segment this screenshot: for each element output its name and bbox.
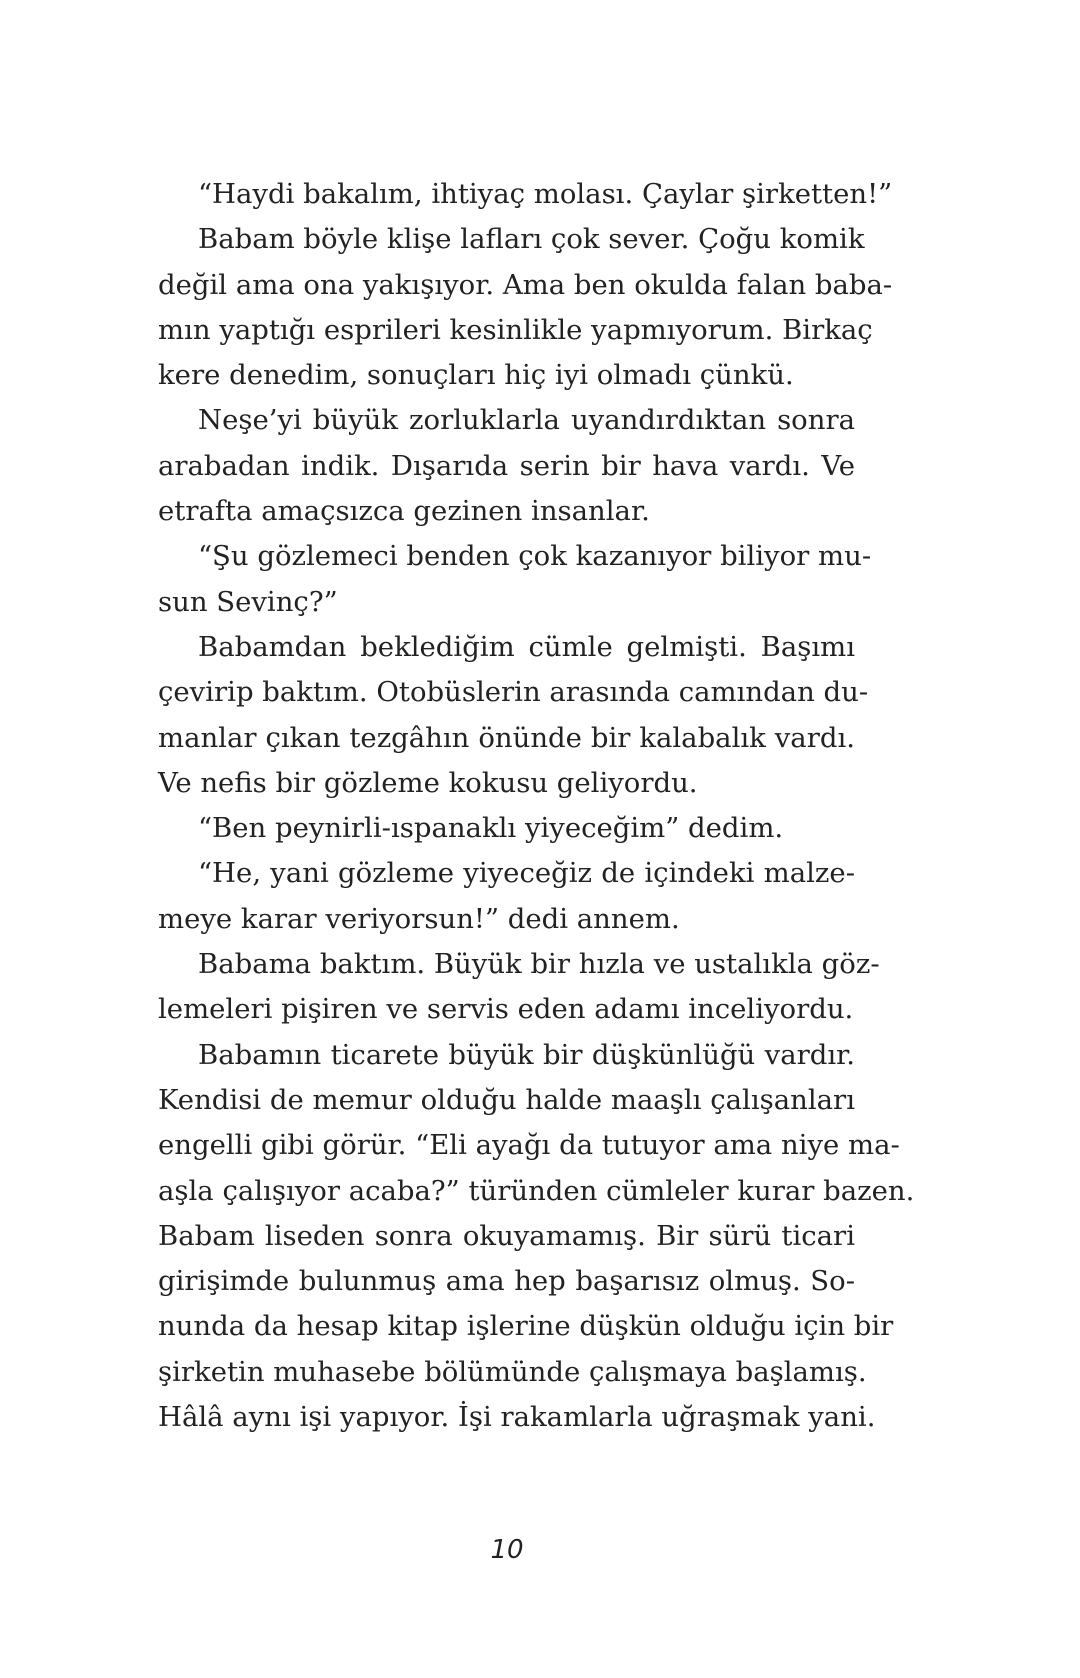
text-line: mın yaptığı esprileri kesinlikle yapmıyorum. Birkaç (158, 313, 873, 346)
text-line: lemeleri pişiren ve servis eden adamı inceliyordu. (158, 993, 854, 1026)
text-line: engelli gibi görür. “Eli ayağı da tutuyor ama niye ma- (158, 1129, 900, 1162)
text-line: “Şu gözlemeci benden çok kazanıyor biliyor mu- (198, 540, 872, 573)
text-line: Neşe’yi büyük zorluklarla uyandırdıktan sonra (198, 404, 855, 437)
text-line: çevirip baktım. Otobüslerin arasında camından du- (158, 676, 869, 709)
text-line: arabadan indik. Dışarıda serin bir hava vardı. Ve (158, 449, 855, 482)
text-line: Hâlâ aynı işi yapıyor. İşi rakamlarla uğraşmak yani. (158, 1401, 876, 1434)
text-line: Babamın ticarete büyük bir düşkünlüğü vardır. (198, 1038, 855, 1071)
text-line: etrafta amaçsızca gezinen insanlar. (158, 495, 650, 528)
text-line: “Haydi bakalım, ihtiyaç molası. Çaylar şirketten!” (198, 178, 893, 210)
body-text (158, 172, 915, 1440)
text-line: Babam böyle klişe lafları çok sever. Çoğu komik (198, 223, 865, 256)
page-number: 10 (490, 1535, 524, 1565)
text-line: değil ama ona yakışıyor. Ama ben okulda falan baba- (158, 268, 893, 301)
text-line: sun Sevinç?” (158, 585, 338, 618)
text-line: şirketin muhasebe bölümünde çalışmaya başlamış. (158, 1355, 867, 1388)
text-line: Ve nefis bir gözleme kokusu geliyordu. (158, 766, 698, 799)
text-line: Babama baktım. Büyük bir hızla ve ustalıkla göz- (198, 948, 880, 981)
text-line: girişimde bulunmuş ama hep başarısız olmuş. So- (158, 1265, 855, 1298)
text-line: meye karar veriyorsun!” dedi annem. (158, 902, 680, 935)
text-line: kere denedim, sonuçları hiç iyi olmadı çünkü. (158, 359, 794, 392)
text-line: Babamdan beklediğim cümle gelmişti. Başımı (198, 630, 855, 663)
text-line: nunda da hesap kitap işlerine düşkün olduğu için bir (158, 1310, 894, 1343)
text-line: aşla çalışıyor acaba?” türünden cümleler kurar bazen. (158, 1174, 915, 1207)
text-line: Babam liseden sonra okuyamamış. Bir sürü ticari (158, 1219, 855, 1252)
text-line: manlar çıkan tezgâhın önünde bir kalabalık vardı. (158, 721, 855, 754)
text-line: Kendisi de memur olduğu halde maaşlı çalışanları (158, 1083, 855, 1116)
text-line: “Ben peynirli-ıspanaklı yiyeceğim” dedim. (198, 812, 784, 845)
text-line: “He, yani gözleme yiyeceğiz de içindeki malze- (198, 857, 855, 890)
